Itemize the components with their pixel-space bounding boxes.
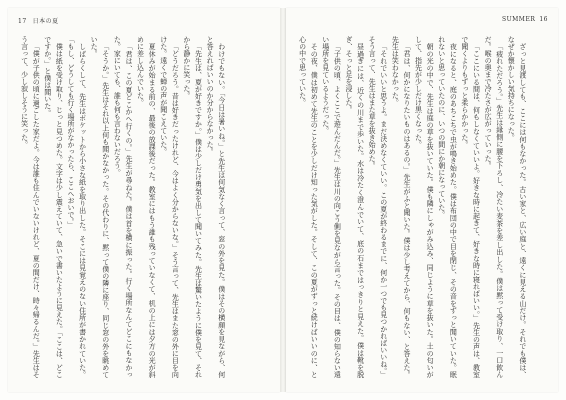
paragraph: 「疲れただろう。」先生は縁側に腰を下ろし、冷たい麦茶を差し出した。僕は黙って受け取り、一口飲んだ。喉の奥まで冷たさが広がっていった。 (484, 36, 504, 378)
right-running-title: SUMMER (502, 16, 536, 23)
right-running-head (498, 16, 548, 23)
paragraph: 「そうか。」先生はそれ以上何も聞かなかった。その代わりに、黙って僕の隣に座り、同じ窓の外を眺めていた。 (90, 36, 110, 378)
left-body-text (18, 36, 270, 378)
left-page (8, 8, 280, 392)
paragraph: 「ここにいる間は、何もしなくていいよ。好きな時に起きて、好きな時に寝ればいい。」先生の声は、教室で聞くよりもずっと柔らかかった。 (460, 36, 481, 378)
left-text-columns (18, 36, 227, 378)
right-text-columns (296, 36, 528, 378)
left-running-head (18, 16, 65, 25)
paragraph: その夜、僕は初めて先生のことを少しだけ知った気がした。そして、この夏がずっと続けばいいのに、と心の中で思っていた。 (298, 36, 319, 378)
paragraph: 夜になると、庭のあちこちで虫が鳴き始めた。僕は布団の中で目を閉じ、その音をずっと聞いていた。眠れないと思っていたのに、いつの間にか朝になっていた。 (437, 36, 458, 378)
paragraph: 「先生は、夏が好きですか。」僕は少しだけ勇気を出して聞いてみた。先生は驚いたように僕を見て、それから静かに笑った。 (182, 36, 203, 378)
paragraph: ざっと見渡しても、ここには何もなかった。古い家と、広い庭と、遠くに見える山だけ。それでも僕は、なぜか懐かしい気持ちになった。 (507, 36, 527, 378)
paragraph: 僕は紙を受け取り、じっと見つめた。文字は少し震えていて、急いで書いたように見えた。「ここは、どこですか。」と僕は聞いた。 (43, 36, 64, 378)
paragraph: 昼過ぎには、近くの川まで歩いた。水は冷たく澄んでいて、底の石まではっきりと見えた。僕は靴を脱ぎ、そっと足を浸した。 (344, 36, 365, 378)
paragraph: わけでもない。「今日は暑いね。」と先生は何気なく言って、窓の外を見た。僕はその横顔を見ながら、何と答えればいいのか分からなかった。 (206, 36, 226, 378)
paragraph: 朝の光の中で、先生は庭の草を抜いていた。僕も隣にしゃがみ込み、同じように草を抜いた。土の匂いがして、指先が少しだけ黒くなった。 (414, 36, 435, 378)
left-running-title: 日本の夏 (32, 18, 59, 25)
left-page-number: 17 (18, 18, 27, 25)
right-page (286, 8, 558, 392)
paragraph: 夏休みが始まる前の、最後の放課後だった。教室にはもう誰も残っていなくて、机の上には夕方の光が斜めに差し込んでいた。 (136, 36, 157, 378)
paragraph: 「どうだろう。昔は好きだったけれど、今はよく分からないな。」そう言って、先生はまた窓の外に目を向けた。遠くで蝉の声が聞こえていた。 (159, 36, 180, 378)
paragraph: 「君は、何かになりたいものはあるの。」先生がふと聞いた。僕は少し考えてから、何もない、と答えた。先生は笑わなかった。 (391, 36, 411, 378)
paragraph: 「それでいいと思うよ。まだ決めなくていい。この夏が終わるまでに、何か一つでも見つかればいいね。」そう言って、先生はまた草を抜き始めた。 (368, 36, 388, 378)
paragraph: 「君は、この夏どこかへ行くの。」先生が尋ねた。僕は首を横に振った。行く場所なんてどこにもなかった。家にいても、誰も何も言わないだろう。 (113, 36, 133, 378)
paragraph: 「僕が子供の頃に過ごした家だよ。今は誰も住んでいないけれど、夏の間だけ、時々帰るんだ。」先生はそう言って、少し寂しそうに笑った。 (20, 36, 41, 378)
right-body-text (296, 36, 548, 378)
right-page-number: 16 (539, 16, 548, 23)
paragraph: 「子供の頃、よくここで遊んだんだ。」先生は川の向こう側を見ながら言った。その目は、僕の知らない遠い場所を見ているようだった。 (321, 36, 342, 378)
paragraph: しばらくして、先生はポケットから小さな紙を取り出した。そこには見覚えのない住所が書かれていた。「もし、どうしても行く場所がなかったら、ここへおいで。」 (66, 36, 87, 378)
